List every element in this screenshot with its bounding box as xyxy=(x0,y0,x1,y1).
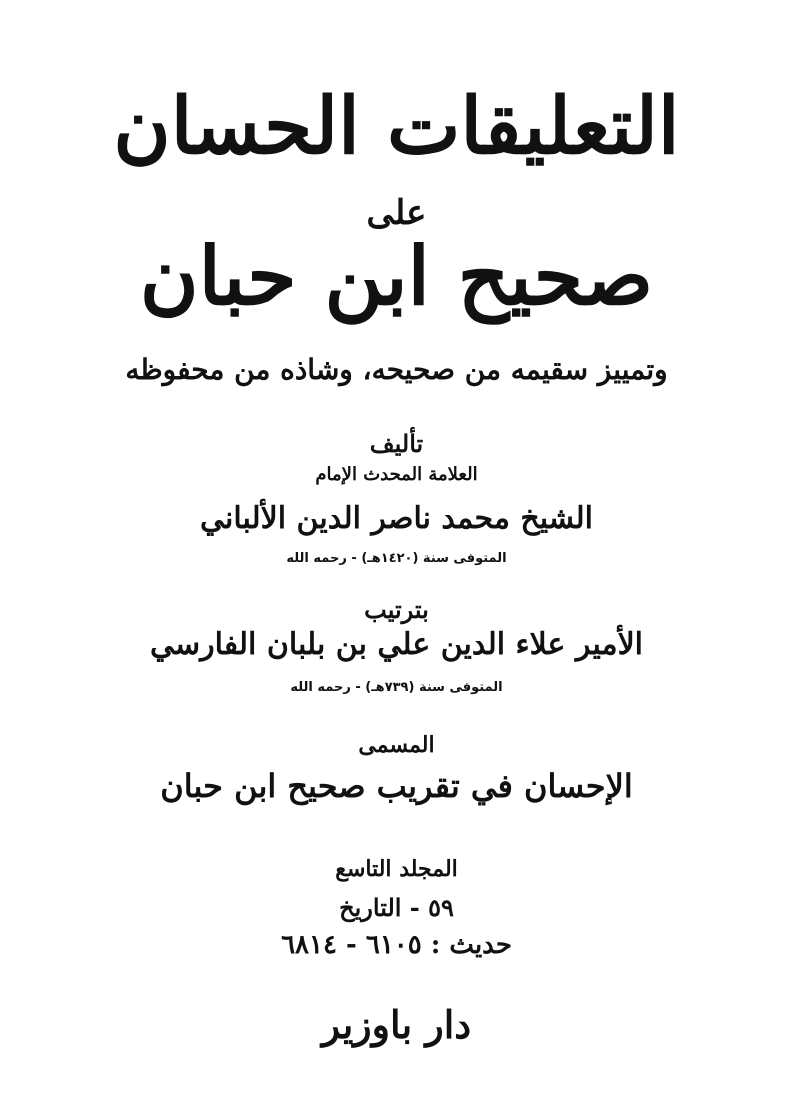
author-death-note: المتوفى سنة (١٤٢٠هـ) - رحمه الله xyxy=(286,551,507,566)
subtitle: وتمييز سقيمه من صحيحه، وشاذه من محفوظه xyxy=(125,353,668,386)
title-connector: على xyxy=(366,193,427,233)
author-name: الشيخ محمد ناصر الدين الألباني xyxy=(199,501,594,536)
arrangement-label: بترتيب xyxy=(364,595,429,624)
volume-label: المجلد التاسع xyxy=(335,856,458,882)
arranger-name: الأمير علاء الدين علي بن بلبان الفارسي xyxy=(149,627,644,662)
publisher-logo: دار باوزير xyxy=(321,1002,472,1047)
book-named-title: الإحسان في تقريب صحيح ابن حبان xyxy=(160,767,633,805)
book-title: صحيح ابن حبان xyxy=(139,229,654,323)
chapter-label: ٥٩ - التاريخ xyxy=(339,893,454,922)
main-title: التعليقات الحسان xyxy=(113,81,680,172)
arranger-death-note: المتوفى سنة (٧٣٩هـ) - رحمه الله xyxy=(290,680,503,695)
author-honorific: العلامة المحدث الإمام xyxy=(315,464,478,485)
named-label: المسمى xyxy=(358,732,435,758)
hadith-range: حديث : ٦١٠٥ - ٦٨١٤ xyxy=(281,930,512,960)
authorship-label: تأليف xyxy=(369,429,424,458)
